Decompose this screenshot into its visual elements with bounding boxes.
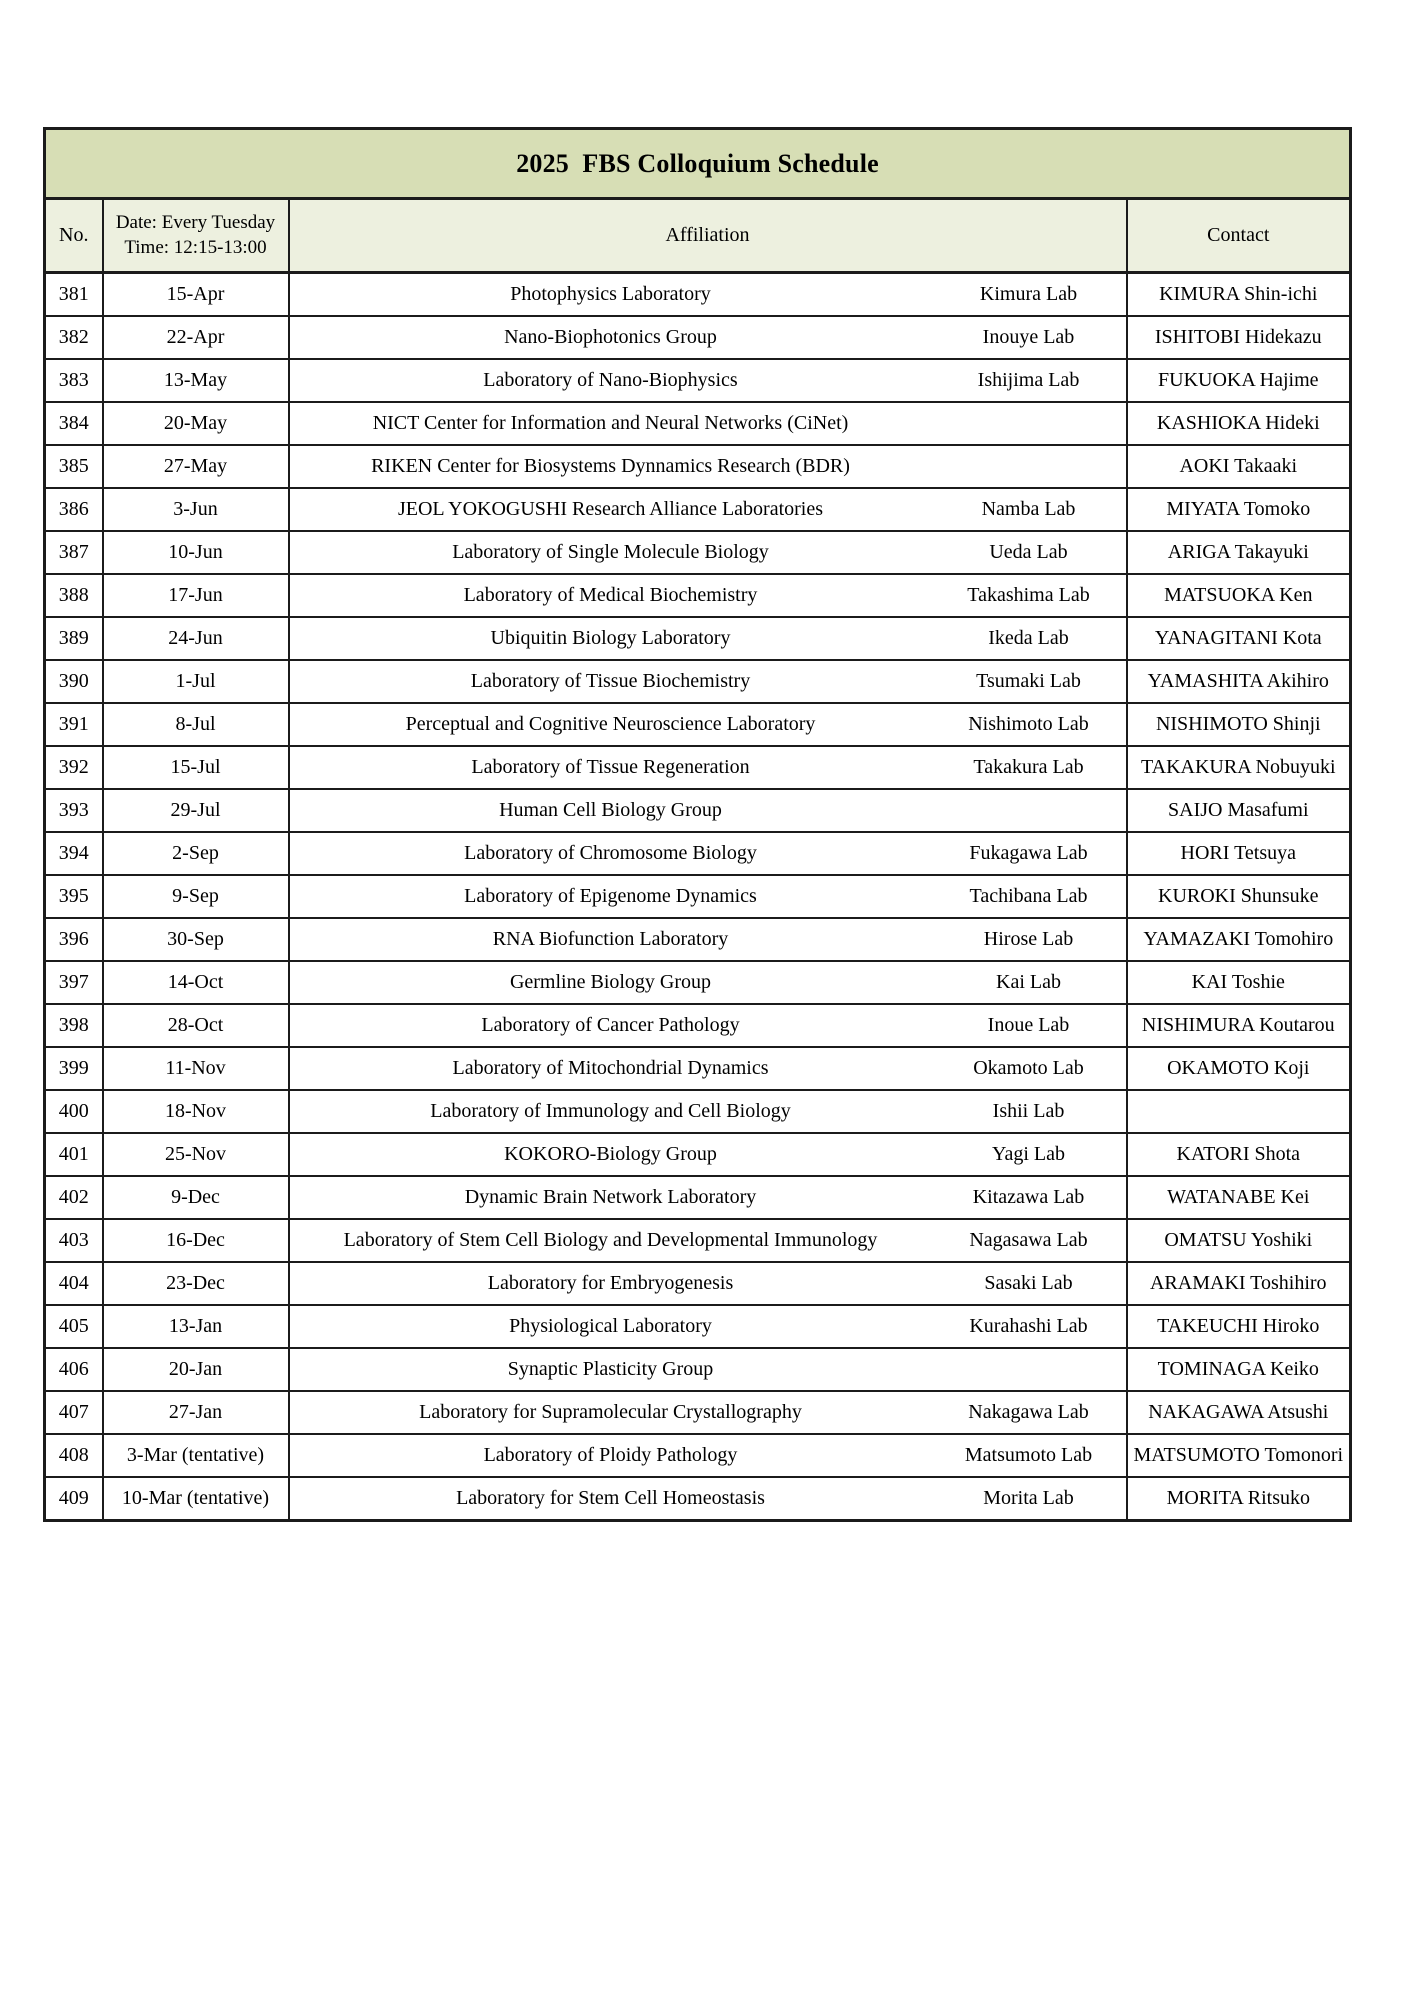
cell-lab xyxy=(932,445,1127,488)
cell-date: 23-Dec xyxy=(103,1262,289,1305)
cell-contact: OMATSU Yoshiki xyxy=(1127,1219,1351,1262)
cell-no: 403 xyxy=(45,1219,103,1262)
col-header-affiliation: Affiliation xyxy=(289,199,1127,273)
cell-no: 406 xyxy=(45,1348,103,1391)
cell-no: 409 xyxy=(45,1477,103,1521)
schedule-row xyxy=(45,402,1351,445)
schedule-row xyxy=(45,1391,1351,1434)
cell-affiliation: Laboratory of Chromosome Biology xyxy=(289,832,932,875)
cell-affiliation: Ubiquitin Biology Laboratory xyxy=(289,617,932,660)
cell-contact: AOKI Takaaki xyxy=(1127,445,1351,488)
cell-no: 399 xyxy=(45,1047,103,1090)
cell-date: 18-Nov xyxy=(103,1090,289,1133)
schedule-row xyxy=(45,789,1351,832)
cell-date: 20-Jan xyxy=(103,1348,289,1391)
cell-lab: Inoue Lab xyxy=(932,1004,1127,1047)
cell-affiliation: RNA Biofunction Laboratory xyxy=(289,918,932,961)
schedule-row xyxy=(45,875,1351,918)
schedule-row xyxy=(45,1176,1351,1219)
cell-lab: Hirose Lab xyxy=(932,918,1127,961)
cell-affiliation: Laboratory of Cancer Pathology xyxy=(289,1004,932,1047)
cell-date: 9-Sep xyxy=(103,875,289,918)
cell-lab: Yagi Lab xyxy=(932,1133,1127,1176)
title-row xyxy=(45,129,1351,199)
schedule-row xyxy=(45,746,1351,789)
schedule-rows xyxy=(45,273,1351,1521)
cell-no: 402 xyxy=(45,1176,103,1219)
cell-no: 388 xyxy=(45,574,103,617)
cell-contact: KIMURA Shin-ichi xyxy=(1127,273,1351,317)
cell-date: 16-Dec xyxy=(103,1219,289,1262)
schedule-row xyxy=(45,1305,1351,1348)
schedule-row xyxy=(45,273,1351,317)
schedule-row xyxy=(45,1004,1351,1047)
col-header-date-time xyxy=(103,199,289,273)
cell-contact xyxy=(1127,1090,1351,1133)
schedule-row xyxy=(45,617,1351,660)
cell-contact: SAIJO Masafumi xyxy=(1127,789,1351,832)
cell-contact: MATSUOKA Ken xyxy=(1127,574,1351,617)
cell-date: 13-Jan xyxy=(103,1305,289,1348)
cell-contact: ARIGA Takayuki xyxy=(1127,531,1351,574)
cell-lab: Nishimoto Lab xyxy=(932,703,1127,746)
cell-contact: TAKEUCHI Hiroko xyxy=(1127,1305,1351,1348)
schedule-row xyxy=(45,703,1351,746)
schedule-row xyxy=(45,961,1351,1004)
cell-no: 383 xyxy=(45,359,103,402)
cell-no: 385 xyxy=(45,445,103,488)
cell-date: 10-Mar (tentative) xyxy=(103,1477,289,1521)
cell-lab: Takakura Lab xyxy=(932,746,1127,789)
cell-lab: Nakagawa Lab xyxy=(932,1391,1127,1434)
cell-affiliation: Laboratory of Epigenome Dynamics xyxy=(289,875,932,918)
col-header-no: No. xyxy=(45,199,103,273)
schedule-row xyxy=(45,359,1351,402)
cell-date: 27-Jan xyxy=(103,1391,289,1434)
cell-affiliation: Laboratory for Embryogenesis xyxy=(289,1262,932,1305)
cell-no: 405 xyxy=(45,1305,103,1348)
cell-date: 28-Oct xyxy=(103,1004,289,1047)
column-header-row xyxy=(45,199,1351,273)
cell-no: 398 xyxy=(45,1004,103,1047)
cell-date: 11-Nov xyxy=(103,1047,289,1090)
cell-lab: Ishii Lab xyxy=(932,1090,1127,1133)
cell-date: 24-Jun xyxy=(103,617,289,660)
cell-affiliation: Laboratory of Tissue Regeneration xyxy=(289,746,932,789)
header-date-line: Date: Every Tuesday xyxy=(115,211,276,233)
cell-affiliation: Physiological Laboratory xyxy=(289,1305,932,1348)
cell-contact: ISHITOBI Hidekazu xyxy=(1127,316,1351,359)
cell-no: 381 xyxy=(45,273,103,317)
cell-lab: Ishijima Lab xyxy=(932,359,1127,402)
cell-date: 15-Apr xyxy=(103,273,289,317)
schedule-row xyxy=(45,918,1351,961)
cell-affiliation: Photophysics Laboratory xyxy=(289,273,932,317)
cell-date: 27-May xyxy=(103,445,289,488)
header-time-line: Time: 12:15-13:00 xyxy=(124,236,267,258)
cell-contact: YAMAZAKI Tomohiro xyxy=(1127,918,1351,961)
schedule-row xyxy=(45,1047,1351,1090)
cell-affiliation: Human Cell Biology Group xyxy=(289,789,932,832)
cell-contact: MIYATA Tomoko xyxy=(1127,488,1351,531)
cell-lab: Namba Lab xyxy=(932,488,1127,531)
cell-contact: OKAMOTO Koji xyxy=(1127,1047,1351,1090)
cell-affiliation: Laboratory of Immunology and Cell Biology xyxy=(289,1090,932,1133)
cell-contact: KASHIOKA Hideki xyxy=(1127,402,1351,445)
cell-date: 15-Jul xyxy=(103,746,289,789)
cell-contact: ARAMAKI Toshihiro xyxy=(1127,1262,1351,1305)
cell-contact: KATORI Shota xyxy=(1127,1133,1351,1176)
table-title: 2025 FBS Colloquium Schedule xyxy=(45,129,1351,199)
cell-date: 17-Jun xyxy=(103,574,289,617)
cell-affiliation: Laboratory of Single Molecule Biology xyxy=(289,531,932,574)
cell-no: 394 xyxy=(45,832,103,875)
schedule-row xyxy=(45,531,1351,574)
cell-no: 393 xyxy=(45,789,103,832)
schedule-row xyxy=(45,1348,1351,1391)
cell-no: 382 xyxy=(45,316,103,359)
cell-affiliation: Laboratory of Ploidy Pathology xyxy=(289,1434,932,1477)
schedule-row xyxy=(45,574,1351,617)
cell-date: 14-Oct xyxy=(103,961,289,1004)
cell-lab: Kimura Lab xyxy=(932,273,1127,317)
cell-lab: Inouye Lab xyxy=(932,316,1127,359)
colloquium-schedule-table xyxy=(43,127,1352,1522)
cell-contact: WATANABE Kei xyxy=(1127,1176,1351,1219)
schedule-row xyxy=(45,1262,1351,1305)
cell-affiliation: Germline Biology Group xyxy=(289,961,932,1004)
cell-affiliation: JEOL YOKOGUSHI Research Alliance Laboratories xyxy=(289,488,932,531)
cell-affiliation: Laboratory of Stem Cell Biology and Developmental Immunology xyxy=(289,1219,932,1262)
cell-contact: KAI Toshie xyxy=(1127,961,1351,1004)
cell-lab: Tachibana Lab xyxy=(932,875,1127,918)
cell-no: 401 xyxy=(45,1133,103,1176)
cell-contact: YANAGITANI Kota xyxy=(1127,617,1351,660)
schedule-row xyxy=(45,445,1351,488)
cell-contact: MATSUMOTO Tomonori xyxy=(1127,1434,1351,1477)
cell-lab: Kitazawa Lab xyxy=(932,1176,1127,1219)
cell-lab xyxy=(932,1348,1127,1391)
cell-no: 396 xyxy=(45,918,103,961)
cell-lab: Kai Lab xyxy=(932,961,1127,1004)
cell-affiliation: KOKORO-Biology Group xyxy=(289,1133,932,1176)
cell-no: 387 xyxy=(45,531,103,574)
cell-no: 408 xyxy=(45,1434,103,1477)
schedule-row xyxy=(45,1133,1351,1176)
cell-lab: Matsumoto Lab xyxy=(932,1434,1127,1477)
cell-contact: NISHIMURA Koutarou xyxy=(1127,1004,1351,1047)
schedule-row xyxy=(45,1477,1351,1521)
cell-date: 29-Jul xyxy=(103,789,289,832)
cell-no: 407 xyxy=(45,1391,103,1434)
schedule-row xyxy=(45,1090,1351,1133)
schedule-row xyxy=(45,1219,1351,1262)
cell-no: 389 xyxy=(45,617,103,660)
cell-affiliation: Synaptic Plasticity Group xyxy=(289,1348,932,1391)
cell-contact: NISHIMOTO Shinji xyxy=(1127,703,1351,746)
cell-date: 10-Jun xyxy=(103,531,289,574)
cell-contact: YAMASHITA Akihiro xyxy=(1127,660,1351,703)
cell-date: 9-Dec xyxy=(103,1176,289,1219)
cell-date: 8-Jul xyxy=(103,703,289,746)
cell-date: 3-Mar (tentative) xyxy=(103,1434,289,1477)
cell-lab: Fukagawa Lab xyxy=(932,832,1127,875)
cell-lab: Ueda Lab xyxy=(932,531,1127,574)
cell-no: 391 xyxy=(45,703,103,746)
cell-no: 386 xyxy=(45,488,103,531)
cell-no: 400 xyxy=(45,1090,103,1133)
cell-contact: HORI Tetsuya xyxy=(1127,832,1351,875)
cell-affiliation: Dynamic Brain Network Laboratory xyxy=(289,1176,932,1219)
schedule-row xyxy=(45,660,1351,703)
cell-date: 13-May xyxy=(103,359,289,402)
schedule-row xyxy=(45,832,1351,875)
cell-contact: TOMINAGA Keiko xyxy=(1127,1348,1351,1391)
cell-no: 395 xyxy=(45,875,103,918)
cell-date: 3-Jun xyxy=(103,488,289,531)
cell-date: 20-May xyxy=(103,402,289,445)
cell-affiliation: Laboratory of Tissue Biochemistry xyxy=(289,660,932,703)
cell-contact: TAKAKURA Nobuyuki xyxy=(1127,746,1351,789)
cell-lab xyxy=(932,789,1127,832)
cell-lab: Ikeda Lab xyxy=(932,617,1127,660)
cell-lab: Takashima Lab xyxy=(932,574,1127,617)
cell-no: 392 xyxy=(45,746,103,789)
cell-affiliation: Laboratory for Stem Cell Homeostasis xyxy=(289,1477,932,1521)
cell-contact: MORITA Ritsuko xyxy=(1127,1477,1351,1521)
cell-lab: Okamoto Lab xyxy=(932,1047,1127,1090)
schedule-row xyxy=(45,1434,1351,1477)
col-header-contact: Contact xyxy=(1127,199,1351,273)
cell-affiliation: Perceptual and Cognitive Neuroscience Laboratory xyxy=(289,703,932,746)
cell-lab: Kurahashi Lab xyxy=(932,1305,1127,1348)
cell-no: 397 xyxy=(45,961,103,1004)
cell-affiliation: Nano-Biophotonics Group xyxy=(289,316,932,359)
cell-affiliation: Laboratory of Nano-Biophysics xyxy=(289,359,932,402)
cell-contact: NAKAGAWA Atsushi xyxy=(1127,1391,1351,1434)
cell-contact: FUKUOKA Hajime xyxy=(1127,359,1351,402)
cell-date: 30-Sep xyxy=(103,918,289,961)
cell-affiliation: Laboratory of Medical Biochemistry xyxy=(289,574,932,617)
cell-no: 390 xyxy=(45,660,103,703)
cell-lab: Tsumaki Lab xyxy=(932,660,1127,703)
schedule-row xyxy=(45,488,1351,531)
cell-date: 25-Nov xyxy=(103,1133,289,1176)
cell-lab xyxy=(932,402,1127,445)
cell-no: 384 xyxy=(45,402,103,445)
cell-affiliation: NICT Center for Information and Neural Networks (CiNet) xyxy=(289,402,932,445)
cell-date: 22-Apr xyxy=(103,316,289,359)
cell-lab: Morita Lab xyxy=(932,1477,1127,1521)
cell-affiliation: RIKEN Center for Biosystems Dynnamics Research (BDR) xyxy=(289,445,932,488)
cell-lab: Sasaki Lab xyxy=(932,1262,1127,1305)
cell-lab: Nagasawa Lab xyxy=(932,1219,1127,1262)
cell-no: 404 xyxy=(45,1262,103,1305)
cell-date: 1-Jul xyxy=(103,660,289,703)
schedule-row xyxy=(45,316,1351,359)
cell-affiliation: Laboratory of Mitochondrial Dynamics xyxy=(289,1047,932,1090)
cell-date: 2-Sep xyxy=(103,832,289,875)
cell-contact: KUROKI Shunsuke xyxy=(1127,875,1351,918)
cell-affiliation: Laboratory for Supramolecular Crystallography xyxy=(289,1391,932,1434)
